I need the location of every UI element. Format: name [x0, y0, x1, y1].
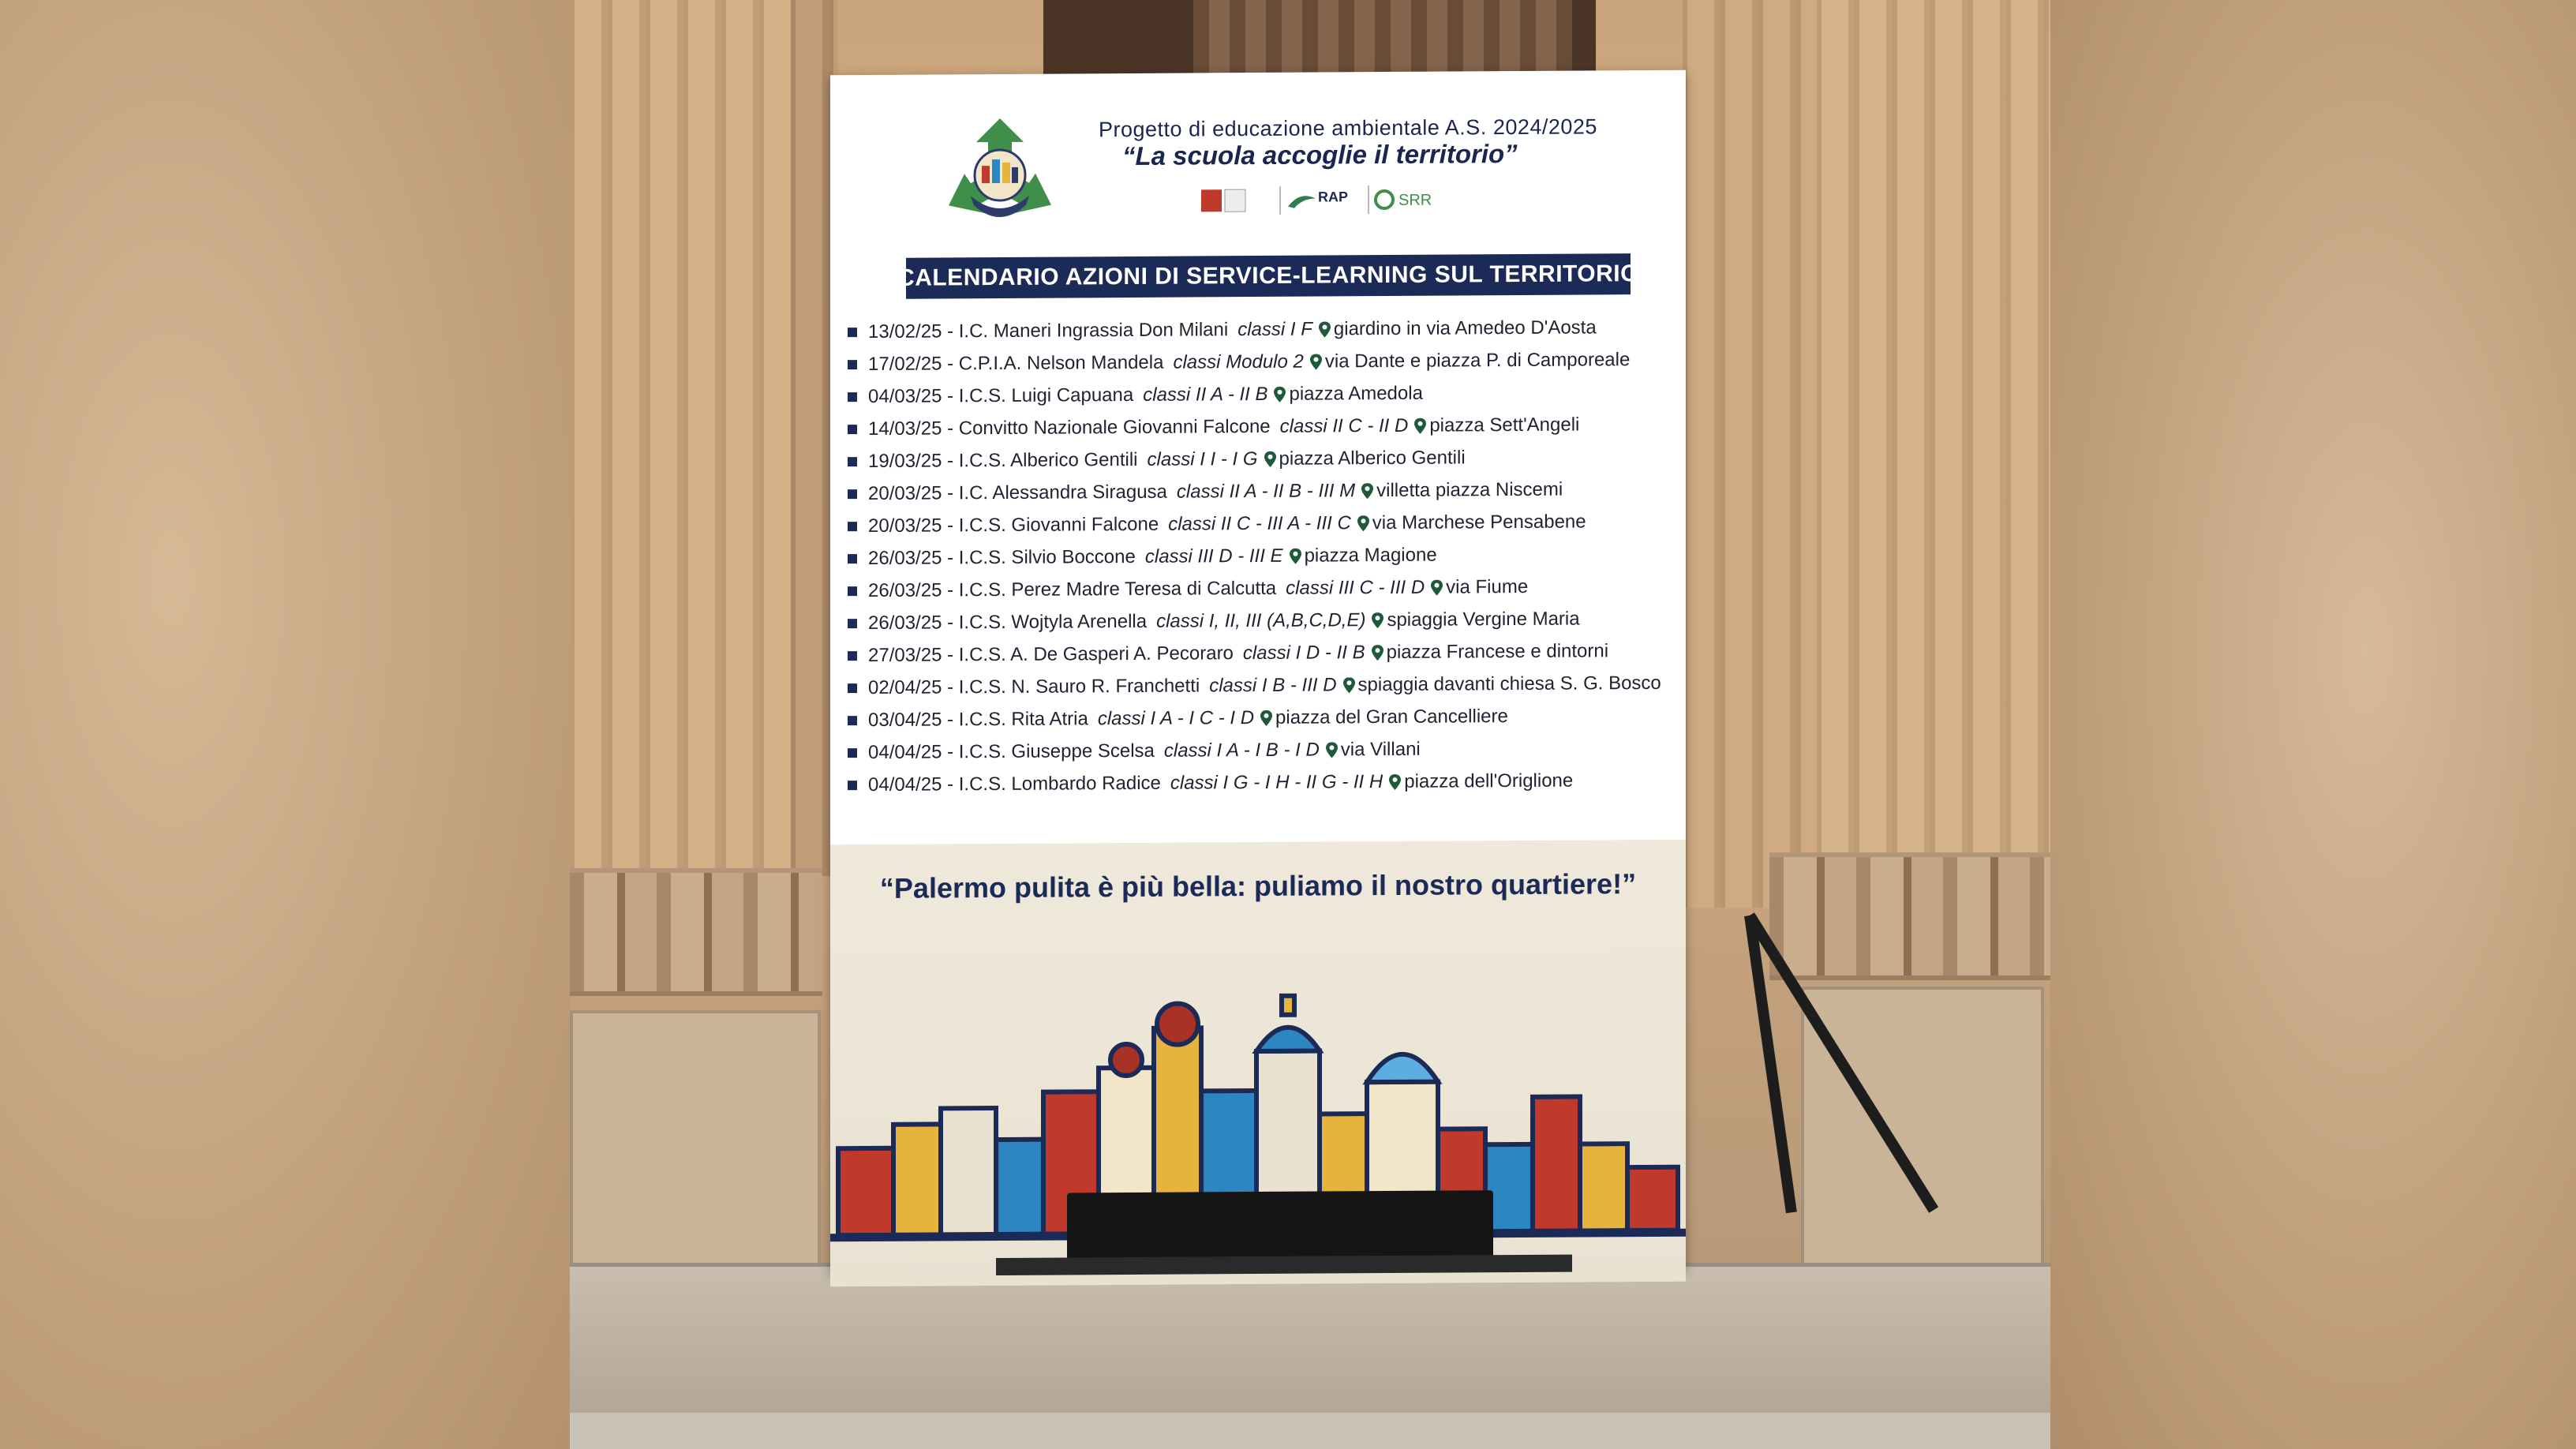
schedule-row — [848, 571, 1676, 607]
column-capital — [570, 868, 822, 996]
event-date-school: 13/02/25 - I.C. Maneri Ingrassia Don Milani — [868, 319, 1229, 343]
event-place: via Fiume — [1446, 575, 1529, 598]
event-place: piazza Sett'Angeli — [1429, 414, 1580, 436]
schedule-row — [848, 603, 1676, 639]
event-date-school: 17/02/25 - C.P.I.A. Nelson Mandela — [868, 351, 1164, 376]
event-place: via Marchese Pensabene — [1372, 511, 1586, 534]
event-place: spiaggia davanti chiesa S. G. Bosco — [1357, 672, 1661, 696]
event-classes: classi Modulo 2 — [1173, 350, 1304, 373]
event-classes: classi I, II, III (A,B,C,D,E) — [1156, 609, 1366, 632]
event-classes: classi II A - II B - III M — [1176, 480, 1356, 503]
stone-column — [570, 0, 791, 876]
event-classes: classi II A - II B — [1143, 383, 1268, 406]
column-base — [1801, 987, 2044, 1269]
event-place: via Villani — [1340, 738, 1421, 761]
calendar-heading: CALENDARIO AZIONI DI SERVICE-LEARNING SUL TERRITORIO — [906, 253, 1631, 299]
location-pin-icon — [1319, 321, 1331, 337]
location-pin-icon — [1274, 387, 1286, 402]
location-pin-icon — [1310, 354, 1322, 370]
event-place: piazza dell'Origlione — [1404, 769, 1574, 792]
project-line: Progetto di educazione ambientale A.S. 2024/2025 — [1099, 114, 1597, 142]
bullet — [848, 748, 857, 758]
comune-crest-icon — [1201, 189, 1222, 212]
schedule-row — [848, 344, 1676, 380]
partner-logos — [1201, 183, 1462, 216]
event-classes: classi I A - I C - I D — [1097, 707, 1255, 730]
location-pin-icon — [1372, 645, 1383, 661]
location-pin-icon — [1431, 580, 1443, 596]
schedule-row — [848, 409, 1676, 445]
recycle-hands-logo — [933, 110, 1067, 237]
column-capital — [1769, 852, 2050, 980]
bullet — [848, 489, 857, 499]
location-pin-icon — [1372, 612, 1383, 628]
bullet — [848, 651, 857, 661]
event-classes: classi I D - II B — [1242, 642, 1365, 665]
event-date-school: 02/04/25 - I.C.S. N. Sauro R. Franchetti — [868, 675, 1200, 699]
event-classes: classi I I - I G — [1147, 448, 1258, 470]
bullet — [848, 328, 857, 337]
stone-step — [570, 1263, 2050, 1417]
slogan: “Palermo pulita è più bella: puliamo il nostro quartiere!” — [879, 867, 1637, 904]
bullet — [848, 554, 857, 564]
photo — [570, 0, 2050, 1449]
bullet — [848, 781, 857, 790]
event-place: spiaggia Vergine Maria — [1387, 608, 1580, 631]
schedule-row — [848, 376, 1676, 413]
rap-logo-text: RAP — [1318, 189, 1349, 205]
blurred-background-left — [0, 0, 570, 1449]
schedule-row — [848, 635, 1676, 672]
location-pin-icon — [1290, 549, 1301, 564]
event-date-school: 04/04/25 - I.C.S. Giuseppe Scelsa — [868, 739, 1155, 764]
event-date-school: 26/03/25 - I.C.S. Perez Madre Teresa di Calcutta — [868, 577, 1277, 602]
school-crest-icon — [1225, 189, 1245, 212]
schedule-row — [848, 474, 1676, 510]
location-pin-icon — [1389, 774, 1401, 790]
srr-logo-text: SRR — [1398, 191, 1432, 209]
event-classes: classi III D - III E — [1144, 545, 1283, 567]
blurred-background-right — [2050, 0, 2576, 1449]
stone-relief — [1193, 0, 1572, 76]
rap-leaf-icon — [1288, 196, 1316, 208]
bullet — [848, 457, 857, 466]
bullet — [848, 619, 857, 628]
event-place: piazza Amedola — [1289, 382, 1423, 405]
event-classes: classi I A - I B - I D — [1163, 739, 1320, 762]
event-classes: classi I F — [1237, 318, 1312, 341]
event-date-school: 20/03/25 - I.C. Alessandra Siragusa — [868, 481, 1167, 505]
bullet — [848, 683, 857, 693]
schedule-row — [848, 765, 1676, 801]
stone-column — [1817, 0, 2050, 860]
schedule-row — [848, 312, 1676, 348]
event-date-school: 26/03/25 - I.C.S. Silvio Boccone — [868, 545, 1136, 570]
bullet — [848, 586, 857, 596]
event-date-school: 26/03/25 - I.C.S. Wojtyla Arenella — [868, 610, 1148, 635]
event-date-school: 04/03/25 - I.C.S. Luigi Capuana — [868, 384, 1134, 408]
event-place: piazza del Gran Cancelliere — [1275, 706, 1508, 728]
schedule-row — [848, 732, 1676, 769]
schedule-row — [848, 538, 1676, 575]
srr-swirl-icon — [1376, 191, 1393, 208]
event-date-school: 14/03/25 - Convitto Nazionale Giovanni Falcone — [868, 415, 1271, 440]
event-place: piazza Francese e dintorni — [1386, 640, 1609, 664]
schedule-row — [848, 700, 1676, 736]
schedule-row — [848, 441, 1676, 477]
schedule-row — [848, 668, 1676, 704]
event-date-school: 27/03/25 - I.C.S. A. De Gasperi A. Pecoraro — [868, 642, 1234, 667]
event-classes: classi II C - II D — [1279, 414, 1409, 437]
board-stand-foot — [996, 1255, 1572, 1275]
bullet — [848, 360, 857, 369]
signboard — [830, 70, 1686, 1274]
event-date-school: 19/03/25 - I.C.S. Alberico Gentili — [868, 448, 1138, 473]
location-pin-icon — [1260, 710, 1272, 726]
bullet — [848, 392, 857, 402]
event-place: piazza Alberico Gentili — [1279, 447, 1466, 470]
stone-column — [1683, 0, 1817, 908]
event-date-school: 03/04/25 - I.C.S. Rita Atria — [868, 708, 1088, 732]
location-pin-icon — [1414, 418, 1426, 434]
floor — [570, 1413, 2050, 1449]
schedule-list — [830, 312, 1686, 796]
event-date-school: 20/03/25 - I.C.S. Giovanni Falcone — [868, 513, 1159, 537]
event-date-school: 04/04/25 - I.C.S. Lombardo Radice — [868, 772, 1161, 796]
project-title: “La scuola accoglie il territorio” — [1122, 138, 1518, 171]
location-pin-icon — [1343, 677, 1355, 693]
location-pin-icon — [1326, 742, 1338, 758]
event-classes: classi III C - III D — [1286, 576, 1425, 599]
event-classes: classi II C - III A - III C — [1168, 512, 1351, 535]
location-pin-icon — [1264, 451, 1276, 467]
board-stand — [1067, 1190, 1493, 1265]
bullet — [848, 716, 857, 725]
event-place: via Dante e piazza P. di Camporeale — [1324, 349, 1631, 373]
event-place: piazza Magione — [1304, 544, 1437, 567]
schedule-row — [848, 506, 1676, 542]
bullet — [848, 522, 857, 531]
event-classes: classi I B - III D — [1209, 674, 1337, 697]
bullet — [848, 425, 857, 434]
event-place: villetta piazza Niscemi — [1376, 478, 1563, 502]
location-pin-icon — [1357, 515, 1369, 531]
column-base — [570, 1010, 821, 1285]
location-pin-icon — [1361, 483, 1373, 499]
event-classes: classi I G - I H - II G - II H — [1170, 771, 1383, 794]
event-place: giardino in via Amedeo D'Aosta — [1333, 316, 1597, 340]
